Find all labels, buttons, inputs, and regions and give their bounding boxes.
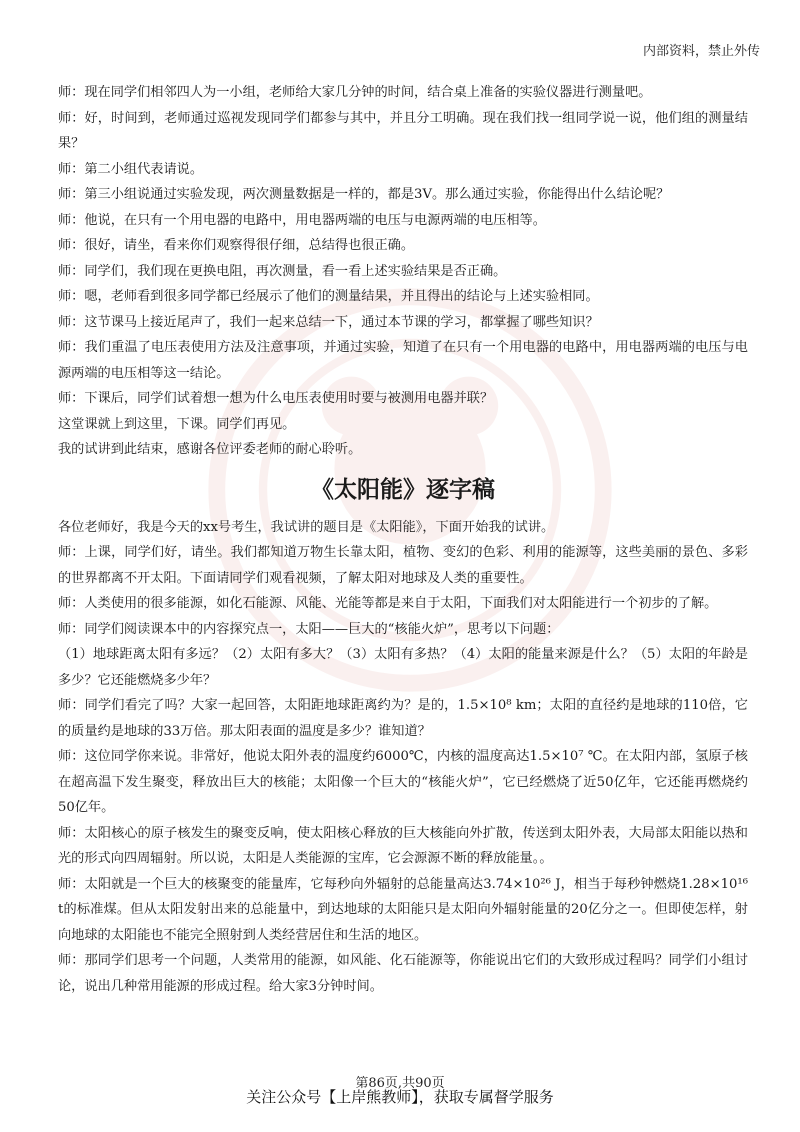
paragraph: 师：同学们，我们现在更换电阻，再次测量，看一看上述实验结果是否正确。 bbox=[58, 263, 507, 279]
paragraph: 我的试讲到此结束，感谢各位评委老师的耐心聆听。 bbox=[58, 442, 362, 457]
paragraph: 师：那同学们思考一个问题，人类常用的能源，如风能、化石能源等，你能说出它们的大致形成过程吗？同学们小组讨论，说出几种常用能源的形成过程。给大家3分钟时间。 bbox=[58, 953, 748, 994]
paragraph: 这堂课就上到这里，下课。同学们再见。 bbox=[58, 416, 296, 432]
paragraph: 师：上课，同学们好，请坐。我们都知道万物生长靠太阳，植物、变幻的色彩、利用的能源等，这些美丽的景色、多彩的世界都离不开太阳。下面请同学们观看视频，了解太阳对地球及人类的重要性。 bbox=[58, 545, 748, 586]
paragraph: 师：好，时间到，老师通过巡视发现同学们都参与其中，并且分工明确。现在我们找一组同学说一说，他们组的测量结果？ bbox=[58, 110, 748, 151]
paragraph: 师：很好，请坐，看来你们观察得很仔细，总结得也很正确。 bbox=[58, 238, 415, 253]
paragraph: 师：同学们阅读课本中的内容探究点一，太阳——巨大的“核能火炉”，思考以下问题： bbox=[58, 621, 560, 637]
page-number: 第86页,共90页 bbox=[355, 1076, 445, 1091]
paragraph: 师：下课后，同学们试着想一想为什么电压表使用时要与被测用电器并联？ bbox=[58, 391, 494, 406]
paragraph: 师：嗯，老师看到很多同学都已经展示了他们的测量结果，并且得出的结论与上述实验相同。 bbox=[58, 289, 599, 304]
section-title: 《太阳能》逐字稿 bbox=[311, 476, 495, 503]
paragraph: 师：第二小组代表请说。 bbox=[58, 161, 204, 177]
paragraph: 师：太阳核心的原子核发生的聚变反响，使太阳核心释放的巨大核能向外扩散，传送到太阳外表，大局部太阳能以热和光的形式向四周辐射。所以说，太阳是人类能源的宝库，它会源源不断的释放能量。。 bbox=[58, 825, 748, 866]
paragraph: 师：现在同学们相邻四人为一小组，老师给大家几分钟的时间，结合桌上准备的实验仪器进行测量吧。 bbox=[58, 85, 652, 100]
paragraph: 师：太阳就是一个巨大的核聚变的能量库，它每秒向外辐射的总能量高达3.74×10²⁶ J，相当于每秒钟燃烧1.28×10¹⁶ t的标准煤。但从太阳发射出来的总能量中，到达地球的太阳能只是太阳向外辐射能量的20亿分之一。但即使怎样，射向地球的太阳能也不能完全照射到人类经营居住和生活的地区。 bbox=[58, 876, 748, 943]
paragraph: 师：这位同学你来说。非常好，他说太阳外表的温度约6000℃，内核的温度高达1.5×10⁷ ℃。在太阳内部，氢原子核在超高温下发生聚变，释放出巨大的核能；太阳像一个巨大的“核能火炉”，它已经燃烧了近50亿年，它还能再燃烧约50亿年。 bbox=[58, 749, 748, 815]
paragraph: 各位老师好，我是今天的xx号考生，我试讲的题目是《太阳能》，下面开始我的试讲。 bbox=[58, 519, 555, 535]
paragraph: （1）地球距离太阳有多远？（2）太阳有多大？（3）太阳有多热？（4）太阳的能量来源是什么？（5）太阳的年龄是多少？它还能燃烧多少年？ bbox=[58, 647, 748, 688]
header-note: 内部资料，禁止外传 bbox=[642, 44, 760, 59]
paragraph: 师：人类使用的很多能源，如化石能源、风能、光能等都是来自于太阳，下面我们对太阳能进行一个初步的了解。 bbox=[58, 596, 718, 611]
promo-text: 关注公众号【上岸熊教师】，获取专属督学服务 bbox=[246, 1088, 554, 1106]
paragraph: 师：我们重温了电压表使用方法及注意事项，并通过实验，知道了在只有一个用电器的电路中，用电器两端的电压与电源两端的电压相等这一结论。 bbox=[58, 340, 748, 381]
paragraph: 师：他说，在只有一个用电器的电路中，用电器两端的电压与电源两端的电压相等。 bbox=[58, 212, 546, 228]
document-body bbox=[58, 80, 748, 999]
paragraph: 师：这节课马上接近尾声了，我们一起来总结一下，通过本节课的学习，都掌握了哪些知识？ bbox=[58, 314, 599, 330]
paragraph: 师：第三小组说通过实验发现，两次测量数据是一样的，都是3V。那么通过实验，你能得出什么结论呢？ bbox=[58, 187, 670, 202]
paragraph: 师：同学们看完了吗？大家一起回答，太阳距地球距离约为？是的，1.5×10⁸ km；太阳的直径约是地球的110倍，它的质量约是地球的33万倍。那太阳表面的温度是多少？谁知道？ bbox=[58, 698, 748, 739]
